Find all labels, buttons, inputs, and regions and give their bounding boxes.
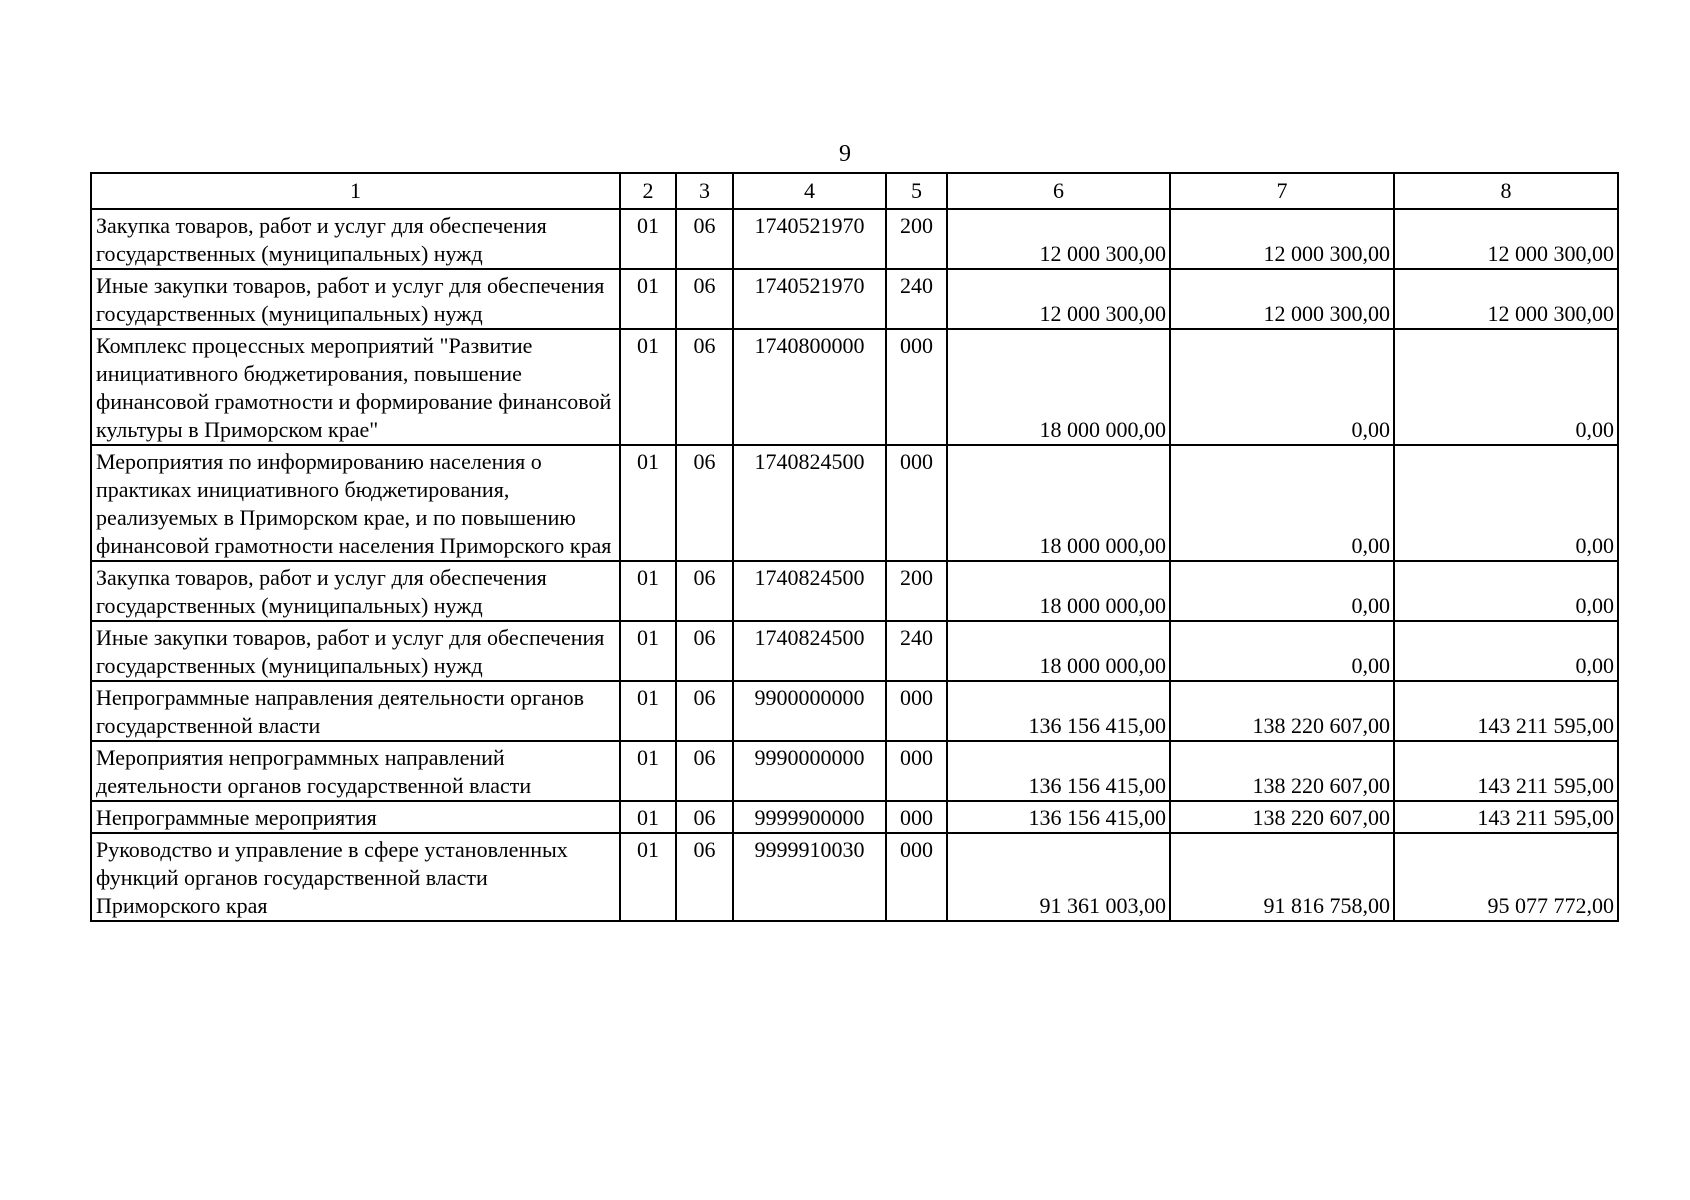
row-amount-8: 143 211 595,00 bbox=[1394, 681, 1618, 741]
row-amount-6: 136 156 415,00 bbox=[947, 741, 1170, 801]
row-section: 01 bbox=[620, 741, 676, 801]
row-name: Иные закупки товаров, работ и услуг для обеспечения государственных (муниципальных) нужд bbox=[91, 621, 620, 681]
row-subsection: 06 bbox=[676, 445, 733, 561]
row-subsection: 06 bbox=[676, 209, 733, 269]
table-row bbox=[91, 445, 1618, 561]
table-row bbox=[91, 741, 1618, 801]
row-amount-8: 143 211 595,00 bbox=[1394, 801, 1618, 833]
row-expense-type: 000 bbox=[886, 833, 947, 921]
row-target-code: 9990000000 bbox=[733, 741, 886, 801]
row-amount-6: 91 361 003,00 bbox=[947, 833, 1170, 921]
row-target-code: 1740824500 bbox=[733, 621, 886, 681]
table-row bbox=[91, 801, 1618, 833]
row-amount-8: 95 077 772,00 bbox=[1394, 833, 1618, 921]
row-amount-8: 12 000 300,00 bbox=[1394, 209, 1618, 269]
row-amount-6: 136 156 415,00 bbox=[947, 681, 1170, 741]
row-amount-7: 0,00 bbox=[1170, 445, 1394, 561]
table-row bbox=[91, 561, 1618, 621]
row-section: 01 bbox=[620, 445, 676, 561]
row-target-code: 9999900000 bbox=[733, 801, 886, 833]
row-expense-type: 240 bbox=[886, 621, 947, 681]
row-amount-6: 18 000 000,00 bbox=[947, 621, 1170, 681]
row-subsection: 06 bbox=[676, 741, 733, 801]
row-amount-7: 0,00 bbox=[1170, 561, 1394, 621]
header-col-2: 2 bbox=[620, 173, 676, 209]
row-section: 01 bbox=[620, 833, 676, 921]
row-amount-7: 138 220 607,00 bbox=[1170, 681, 1394, 741]
table-row bbox=[91, 621, 1618, 681]
row-amount-6: 12 000 300,00 bbox=[947, 209, 1170, 269]
row-subsection: 06 bbox=[676, 269, 733, 329]
table-header-row bbox=[91, 173, 1618, 209]
row-amount-6: 18 000 000,00 bbox=[947, 445, 1170, 561]
row-amount-7: 0,00 bbox=[1170, 329, 1394, 445]
header-col-6: 6 bbox=[947, 173, 1170, 209]
header-col-4: 4 bbox=[733, 173, 886, 209]
row-amount-8: 0,00 bbox=[1394, 445, 1618, 561]
row-amount-6: 12 000 300,00 bbox=[947, 269, 1170, 329]
row-subsection: 06 bbox=[676, 801, 733, 833]
row-target-code: 1740824500 bbox=[733, 561, 886, 621]
row-expense-type: 000 bbox=[886, 741, 947, 801]
row-target-code: 1740824500 bbox=[733, 445, 886, 561]
row-expense-type: 000 bbox=[886, 445, 947, 561]
row-name: Закупка товаров, работ и услуг для обеспечения государственных (муниципальных) нужд bbox=[91, 209, 620, 269]
row-subsection: 06 bbox=[676, 621, 733, 681]
row-expense-type: 000 bbox=[886, 681, 947, 741]
row-section: 01 bbox=[620, 209, 676, 269]
table-row bbox=[91, 833, 1618, 921]
row-section: 01 bbox=[620, 621, 676, 681]
row-section: 01 bbox=[620, 801, 676, 833]
header-col-1: 1 bbox=[91, 173, 620, 209]
row-subsection: 06 bbox=[676, 561, 733, 621]
row-target-code: 1740521970 bbox=[733, 269, 886, 329]
table-row bbox=[91, 681, 1618, 741]
table-row bbox=[91, 209, 1618, 269]
row-section: 01 bbox=[620, 329, 676, 445]
row-name: Комплекс процессных мероприятий "Развитие инициативного бюджетирования, повышение финансовой грамотности и формирование финансовой культуры в Приморском крае" bbox=[91, 329, 620, 445]
row-amount-6: 18 000 000,00 bbox=[947, 329, 1170, 445]
row-amount-7: 138 220 607,00 bbox=[1170, 741, 1394, 801]
row-amount-7: 12 000 300,00 bbox=[1170, 209, 1394, 269]
row-expense-type: 200 bbox=[886, 561, 947, 621]
row-amount-7: 91 816 758,00 bbox=[1170, 833, 1394, 921]
row-name: Непрограммные мероприятия bbox=[91, 801, 620, 833]
row-name: Непрограммные направления деятельности органов государственной власти bbox=[91, 681, 620, 741]
row-expense-type: 000 bbox=[886, 801, 947, 833]
row-amount-7: 138 220 607,00 bbox=[1170, 801, 1394, 833]
row-expense-type: 200 bbox=[886, 209, 947, 269]
row-name: Иные закупки товаров, работ и услуг для обеспечения государственных (муниципальных) нужд bbox=[91, 269, 620, 329]
row-name: Руководство и управление в сфере установленных функций органов государственной власти Приморского края bbox=[91, 833, 620, 921]
row-subsection: 06 bbox=[676, 681, 733, 741]
row-target-code: 1740521970 bbox=[733, 209, 886, 269]
row-target-code: 9999910030 bbox=[733, 833, 886, 921]
row-subsection: 06 bbox=[676, 329, 733, 445]
row-expense-type: 240 bbox=[886, 269, 947, 329]
row-section: 01 bbox=[620, 561, 676, 621]
row-amount-6: 136 156 415,00 bbox=[947, 801, 1170, 833]
row-amount-8: 0,00 bbox=[1394, 329, 1618, 445]
row-name: Мероприятия по информированию населения о практиках инициативного бюджетирования, реализуемых в Приморском крае, и по повышению финансовой грамотности населения Приморского края bbox=[91, 445, 620, 561]
row-amount-6: 18 000 000,00 bbox=[947, 561, 1170, 621]
table-row bbox=[91, 269, 1618, 329]
row-expense-type: 000 bbox=[886, 329, 947, 445]
row-name: Мероприятия непрограммных направлений деятельности органов государственной власти bbox=[91, 741, 620, 801]
header-col-7: 7 bbox=[1170, 173, 1394, 209]
row-target-code: 9900000000 bbox=[733, 681, 886, 741]
header-col-3: 3 bbox=[676, 173, 733, 209]
row-amount-8: 143 211 595,00 bbox=[1394, 741, 1618, 801]
page-number: 9 bbox=[839, 141, 851, 167]
table-row bbox=[91, 329, 1618, 445]
row-amount-7: 12 000 300,00 bbox=[1170, 269, 1394, 329]
row-amount-8: 0,00 bbox=[1394, 561, 1618, 621]
row-section: 01 bbox=[620, 269, 676, 329]
header-col-8: 8 bbox=[1394, 173, 1618, 209]
row-amount-8: 0,00 bbox=[1394, 621, 1618, 681]
row-name: Закупка товаров, работ и услуг для обеспечения государственных (муниципальных) нужд bbox=[91, 561, 620, 621]
budget-table bbox=[90, 172, 1619, 922]
row-section: 01 bbox=[620, 681, 676, 741]
row-target-code: 1740800000 bbox=[733, 329, 886, 445]
row-amount-8: 12 000 300,00 bbox=[1394, 269, 1618, 329]
row-amount-7: 0,00 bbox=[1170, 621, 1394, 681]
row-subsection: 06 bbox=[676, 833, 733, 921]
header-col-5: 5 bbox=[886, 173, 947, 209]
